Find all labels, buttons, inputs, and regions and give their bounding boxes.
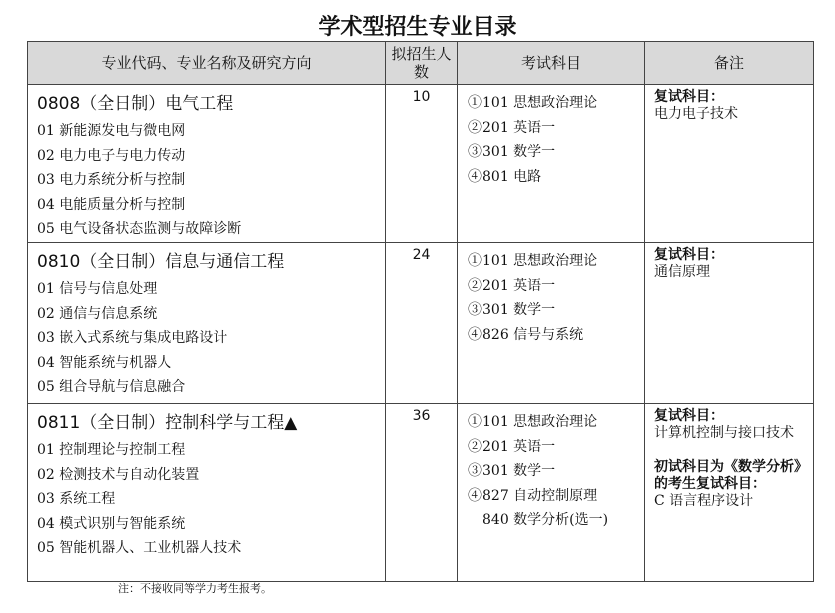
header-quota: 拟招生人数 (386, 42, 458, 85)
note-label: 复试科目： (654, 89, 724, 105)
direction: 03 嵌入式系统与集成电路设计 (37, 330, 228, 347)
quota: 10 (412, 89, 431, 105)
exam-subject: ④801 电路 (468, 168, 542, 185)
note-text-secondary: C 语言程序设计 (654, 492, 754, 509)
exam-subject: ③301 数学一 (468, 144, 556, 161)
table-header (28, 42, 814, 85)
note-label: 复试科目： (654, 407, 724, 424)
exam-subject: ②201 英语一 (468, 438, 556, 455)
exam-subject: ②201 英语一 (468, 277, 556, 294)
direction: 02 电力电子与电力传动 (37, 147, 186, 164)
direction: 01 控制理论与控制工程 (37, 441, 186, 458)
exam-subject: ①101 思想政治理论 (468, 252, 598, 269)
major-title: 0811（全日制）控制科学与工程▲ (37, 412, 298, 433)
footnote: 注：不接收同等学力考生报考。 (118, 582, 272, 595)
direction: 04 模式识别与智能系统 (37, 515, 186, 532)
exam-subject: ①101 思想政治理论 (468, 95, 598, 111)
header-notes: 备注 (645, 42, 814, 85)
header-exams: 考试科目 (458, 42, 645, 85)
direction: 04 电能质量分析与控制 (37, 196, 186, 213)
exam-subject: ②201 英语一 (468, 119, 556, 136)
note-text: 通信原理 (654, 263, 710, 280)
exam-subject: 840 数学分析(选一) (468, 512, 609, 529)
direction: 03 系统工程 (37, 491, 116, 508)
direction: 02 通信与信息系统 (37, 305, 158, 322)
note-text: 电力电子技术 (654, 106, 738, 122)
exam-subject: ①101 思想政治理论 (468, 413, 598, 430)
quota: 36 (412, 407, 431, 424)
exam-subject: ③301 数学一 (468, 463, 556, 480)
direction: 01 新能源发电与微电网 (37, 123, 186, 139)
direction: 04 智能系统与机器人 (37, 354, 172, 371)
direction: 01 信号与信息处理 (37, 280, 158, 297)
page-title: 学术型招生专业目录 (318, 15, 517, 40)
header-major: 专业代码、专业名称及研究方向 (28, 42, 386, 85)
direction: 05 电气设备状态监测与故障诊断 (37, 221, 242, 238)
exam-subject: ④827 自动控制原理 (468, 487, 598, 504)
direction: 05 组合导航与信息融合 (37, 379, 186, 396)
note-text: 计算机控制与接口技术 (654, 424, 794, 441)
note-label: 复试科目： (654, 246, 724, 263)
major-title: 0808（全日制）电气工程 (37, 94, 234, 114)
table-row (28, 403, 814, 581)
major-title: 0810（全日制）信息与通信工程 (37, 251, 285, 272)
exam-subject: ③301 数学一 (468, 302, 556, 319)
direction: 05 智能机器人、工业机器人技术 (37, 540, 242, 557)
direction: 02 检测技术与自动化装置 (37, 466, 200, 483)
quota: 24 (412, 246, 431, 263)
note-label-secondary: 初试科目为《数学分析》的考生复试科目： (654, 458, 808, 492)
program-table (27, 41, 814, 582)
direction: 03 电力系统分析与控制 (37, 172, 186, 189)
table-row (28, 85, 814, 243)
table-row (28, 242, 814, 403)
exam-subject: ④826 信号与系统 (468, 326, 584, 343)
